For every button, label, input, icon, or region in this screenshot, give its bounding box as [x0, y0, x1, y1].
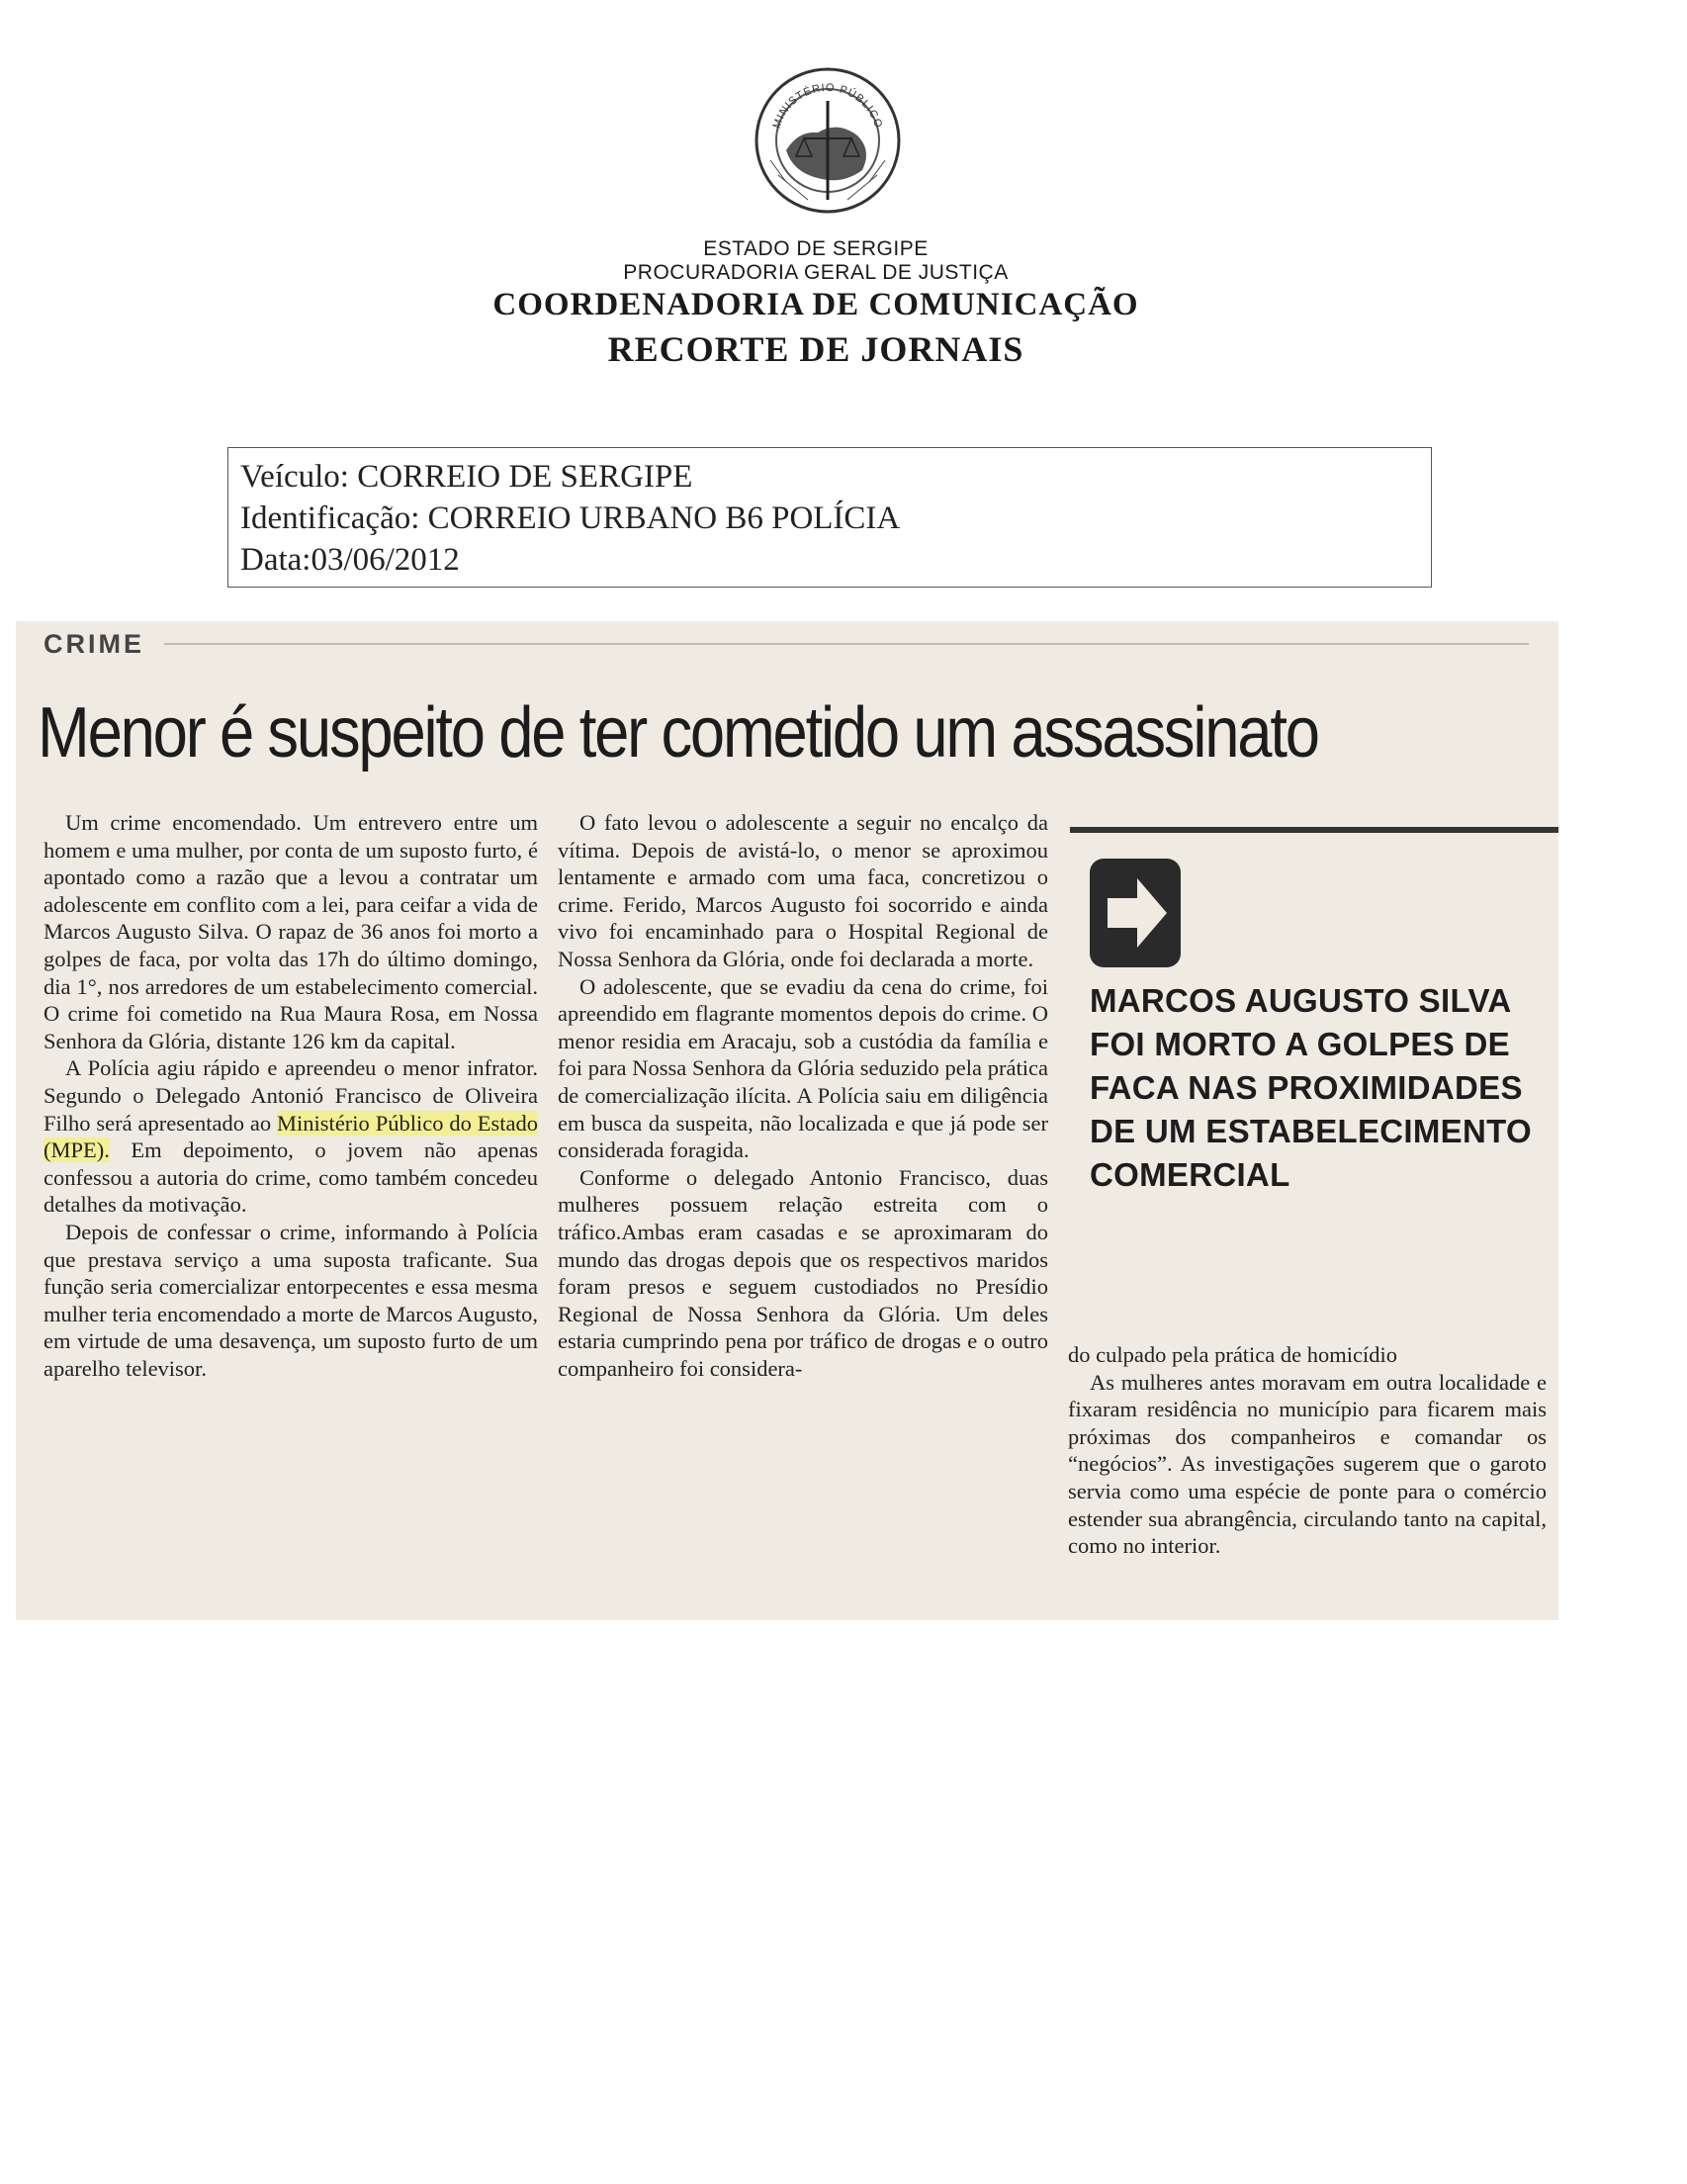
identification-line: Identificação: CORREIO URBANO B6 POLÍCIA	[240, 500, 901, 536]
col2-paragraph-2: O adolescente, que se evadiu da cena do crime, foi apreendido em flagrante momentos depois do crime. O menor residia em Aracaju, sob a custódia da família e foi para Nossa Senhora da Glória seduzido pela prática de comercialização ilícita. A Polícia saiu em diligência em busca da suspeita, não localizada e que já pode ser considerada foragida.	[558, 973, 1048, 1163]
col3-paragraph-1: do culpado pela prática de homicídio	[1068, 1342, 1398, 1367]
article-headline: Menor é suspeito de ter cometido um assassinato	[38, 693, 1318, 773]
col1-paragraph-1: Um crime encomendado. Um entrevero entre um homem e uma mulher, por conta de um suposto furto, é apontado como a razão que a levou a contratar um adolescente em conflito com a lei, para ceifar a vida de Marcos Augusto Silva. O rapaz de 36 anos foi morto a golpes de faca, por volta das 17h do último domingo, dia 1°, nos arredores de um estabelecimento comercial. O crime foi cometido na Rua Maura Rosa, em Nossa Senhora da Glória, distante 126 km da capital.	[44, 810, 538, 1053]
ministerio-publico-seal	[749, 61, 907, 220]
col1-paragraph-3: Depois de confessar o crime, informando à Polícia que prestava serviço a uma suposta traficante. Sua função seria comercializar entorpecentes e essa mesma mulher teria encomendado a morte de Marcos Augusto, em virtude de uma desavença, um suposto furto de um aparelho televisor.	[44, 1219, 538, 1381]
arrow-right-icon	[1090, 859, 1181, 967]
article-column-3	[1068, 1341, 1547, 1560]
col2-paragraph-3: Conforme o delegado Antonio Francisco, duas mulheres possuem relação estreita com o tráfico.Ambas eram casadas e se aproximaram do mundo das drogas depois que os respectivos maridos foram presos e seguem custodiados no Presídio Regional de Nossa Senhora da Glória. Um deles estaria cumprindo pena por tráfico de drogas e o outro companheiro foi considera-	[558, 1164, 1048, 1381]
rubric-divider	[164, 643, 1529, 645]
date-line: Data:03/06/2012	[240, 542, 460, 578]
rubric-label: CRIME	[44, 629, 144, 659]
state-name: ESTADO DE SERGIPE	[703, 237, 929, 260]
col1-paragraph-2: A Polícia agiu rápido e apreendeu o menor infrator. Segundo o Delegado Antonió Francisco de Oliveira Filho será apresentado ao Ministério Público do Estado (MPE). Em depoimento, o jovem não apenas confessou a autoria do crime, como também concedeu detalhes da motivação.	[44, 1055, 538, 1218]
clipping-info-box	[227, 447, 1432, 588]
attorney-office: PROCURADORIA GERAL DE JUSTIÇA	[623, 261, 1009, 284]
col3-paragraph-2: As mulheres antes moravam em outra localidade e fixaram residência no município para ficarem mais próximas dos companheiros e comandar os “negócios”. As investigações sugerem que o garoto servia como uma espécie de ponte para o comércio estender sua abrangência, circulando tanto na capital, como no interior.	[1068, 1369, 1547, 1559]
pull-quote-text: MARCOS AUGUSTO SILVA FOI MORTO A GOLPES DE FACA NAS PROXIMIDADES DE UM ESTABELECIMENTO COMERCIAL	[1090, 982, 1532, 1193]
article-column-1	[44, 809, 538, 1382]
col2-paragraph-1: O fato levou o adolescente a seguir no encalço da vítima. Depois de avistá-lo, o menor se aproximou lentamente e armado com uma faca, concretizou o crime. Ferido, Marcos Augusto foi socorrido e ainda vivo foi encaminhado para o Hospital Regional de Nossa Senhora da Glória, onde foi declarada a morte.	[558, 810, 1048, 971]
highlighted-mpe-text: Ministério Público do Estado (MPE).	[44, 1110, 538, 1163]
vehicle-line: Veículo: CORREIO DE SERGIPE	[240, 459, 693, 495]
section-title: RECORTE DE JORNAIS	[607, 329, 1024, 369]
pull-quote-box	[1070, 827, 1558, 1209]
seal-text: MINISTÉRIO PÚBLICO	[770, 81, 885, 131]
article-column-2	[558, 809, 1048, 1382]
department-title: COORDENADORIA DE COMUNICAÇÃO	[492, 287, 1139, 322]
newspaper-clipping	[16, 621, 1558, 1620]
